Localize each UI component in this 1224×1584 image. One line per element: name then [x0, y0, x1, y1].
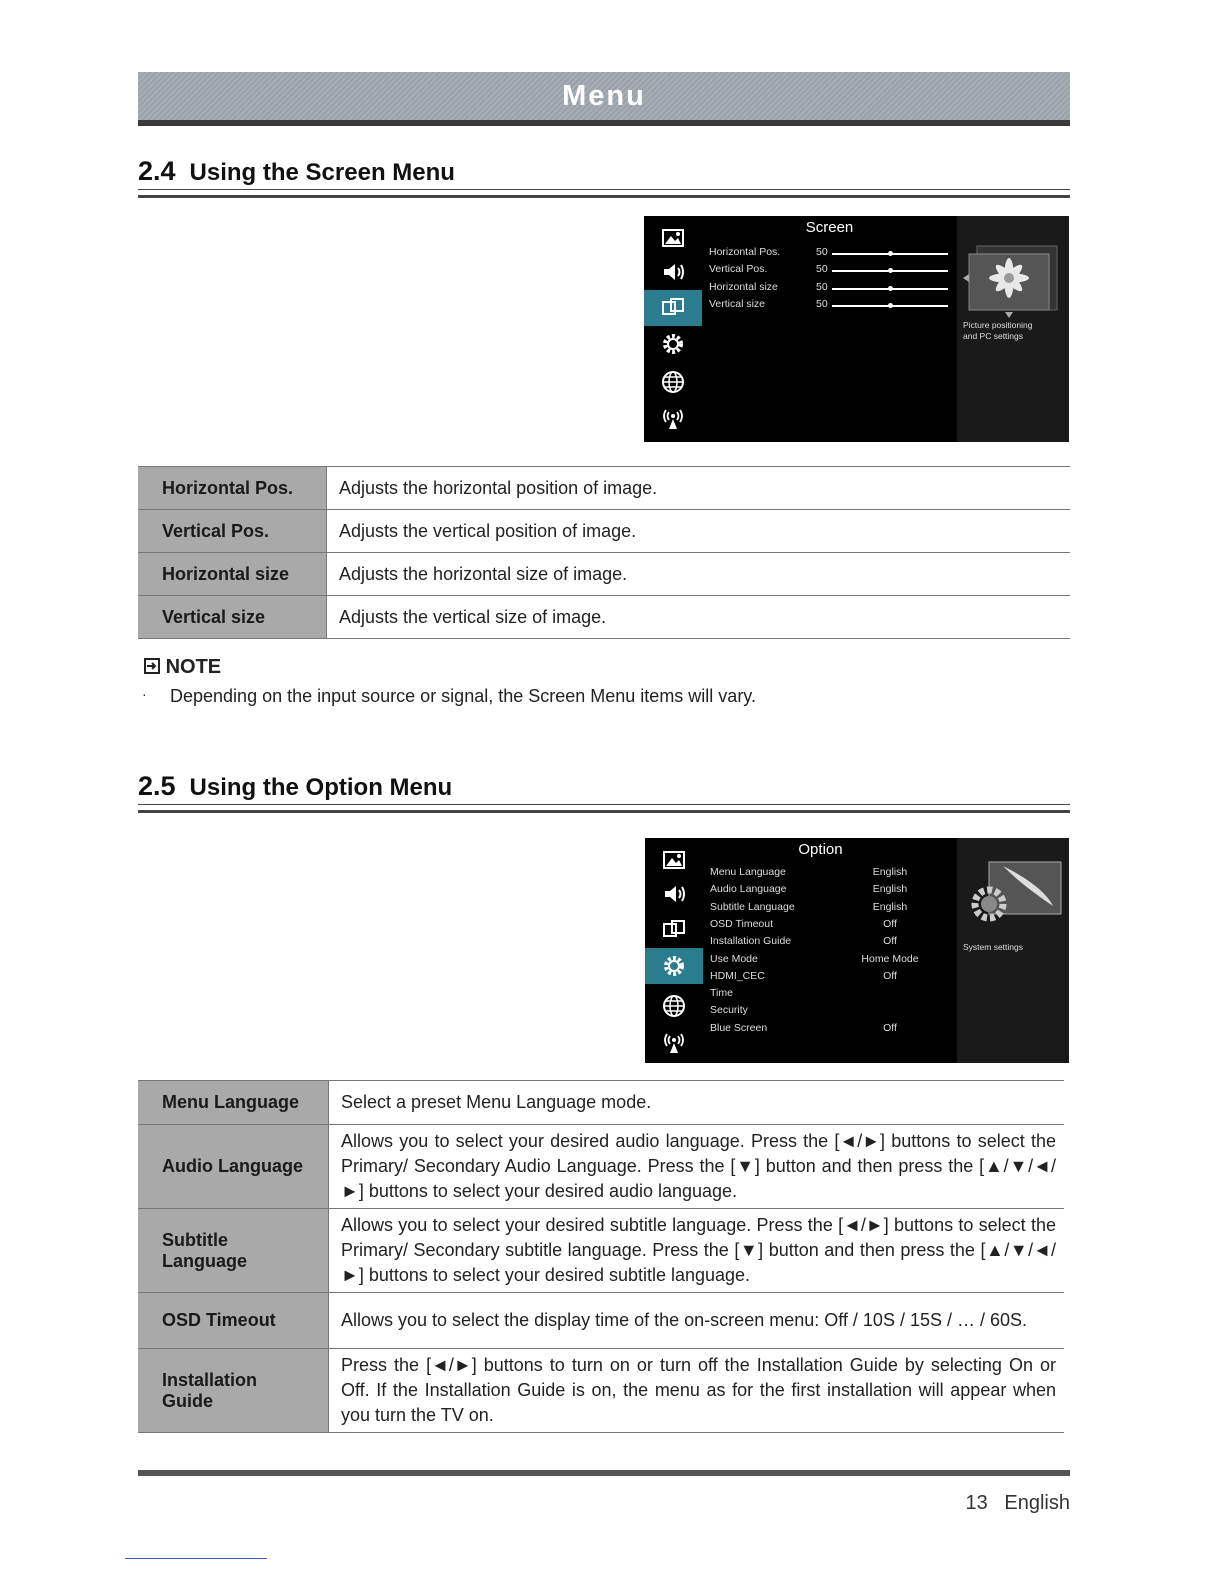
- section-rule: [138, 804, 1070, 813]
- gear-icon: [645, 948, 703, 984]
- antenna-icon: [644, 400, 702, 436]
- row-label: Vertical size: [138, 596, 327, 639]
- section-title-screen: [138, 156, 455, 187]
- globe-icon: [645, 988, 703, 1024]
- page-language: English: [1004, 1492, 1070, 1514]
- note-bullet: ·: [142, 686, 147, 702]
- osd-icon-column: [644, 216, 702, 442]
- table-row: [138, 1209, 1064, 1293]
- row-label: OSD Timeout: [138, 1293, 329, 1349]
- table-row: [138, 1125, 1064, 1209]
- osd-item-value: 50: [816, 263, 828, 276]
- osd-caption-line1: Picture positioning: [963, 320, 1033, 330]
- osd-item-label: HDMI_CEC: [710, 969, 765, 982]
- row-description: Allows you to select your desired audio language. Press the [◄/►] buttons to select the Primary/ Secondary Audio Language. Press the [▼] button and then press the [▲/▼/◄/►] buttons to select your desired audio language.: [329, 1125, 1065, 1209]
- table-row: [138, 1349, 1064, 1433]
- table-row: [138, 510, 1070, 553]
- osd-item-label: Subtitle Language: [710, 900, 795, 913]
- osd-item-label: Vertical Pos.: [709, 263, 768, 276]
- screen-menu-table: [138, 466, 1070, 639]
- osd-title: Screen: [805, 219, 854, 236]
- table-row: [138, 553, 1070, 596]
- antenna-icon: [645, 1024, 703, 1060]
- banner-title: Menu: [562, 80, 646, 112]
- note-heading: [144, 656, 221, 679]
- osd-item-value: English: [872, 883, 908, 896]
- decorative-line: [125, 1558, 267, 1559]
- screen-icon: [645, 912, 703, 948]
- sound-icon: [645, 876, 703, 912]
- osd-caption-line2: and PC settings: [963, 331, 1024, 341]
- osd-slider-knob: [888, 303, 893, 308]
- osd-item-value: Home Mode: [861, 952, 919, 965]
- screen-icon: [644, 290, 702, 326]
- row-label-line: Subtitle: [162, 1229, 228, 1250]
- section-title-option: [138, 771, 452, 802]
- gear-icon: [644, 326, 702, 362]
- osd-caption: [963, 320, 1032, 342]
- osd-item-label: Blue Screen: [710, 1021, 768, 1034]
- footer-rule: [138, 1470, 1070, 1476]
- osd-item-value: English: [872, 866, 908, 878]
- osd-item-label: Use Mode: [710, 952, 758, 965]
- row-description: Adjusts the vertical size of image.: [327, 596, 1071, 639]
- table-row: [138, 1293, 1064, 1349]
- screen-osd-panel: [644, 216, 1069, 442]
- osd-preview-panel: [957, 216, 1069, 442]
- page-footer: [965, 1492, 1070, 1515]
- section-title-text: Using the Option Menu: [189, 774, 453, 801]
- row-description: Allows you to select the display time of the on-screen menu: Off / 10S / 15S / … / 60S.: [329, 1293, 1065, 1349]
- osd-item-value: Off: [883, 917, 897, 930]
- sound-icon: [644, 254, 702, 290]
- picture-icon: [645, 842, 703, 878]
- section-number: 2.4: [138, 156, 176, 186]
- picture-icon: [644, 220, 702, 256]
- osd-item-value: 50: [816, 280, 828, 293]
- menu-banner: [138, 72, 1070, 126]
- osd-item-value: 50: [816, 297, 828, 310]
- row-label: [138, 1209, 329, 1293]
- option-menu-table: [138, 1080, 1064, 1433]
- osd-slider-knob: [888, 251, 893, 256]
- section-number: 2.5: [138, 771, 176, 801]
- option-osd-panel: [645, 838, 1069, 1063]
- note-text: Depending on the input source or signal, the Screen Menu items will vary.: [170, 686, 756, 706]
- osd-slider-knob: [888, 286, 893, 291]
- osd-caption: System settings: [963, 942, 1023, 952]
- osd-item-label: Horizontal Pos.: [709, 246, 781, 258]
- row-label: Menu Language: [138, 1081, 329, 1125]
- row-label-line: Language: [162, 1250, 248, 1271]
- osd-item-value: Off: [883, 935, 897, 948]
- row-label-line: Guide: [162, 1390, 214, 1411]
- osd-item-label: Installation Guide: [710, 935, 792, 948]
- osd-item-value: Off: [883, 1021, 897, 1034]
- osd-item-label: Horizontal size: [709, 280, 778, 293]
- row-label: Horizontal Pos.: [138, 467, 327, 510]
- osd-slider-knob: [888, 268, 893, 273]
- row-label: Vertical Pos.: [138, 510, 327, 553]
- osd-item-label: Vertical size: [709, 297, 766, 310]
- osd-item-label: Menu Language: [710, 866, 786, 878]
- system-settings-image: [963, 856, 1063, 936]
- row-description: Select a preset Menu Language mode.: [329, 1081, 1065, 1125]
- table-row: [138, 596, 1070, 639]
- osd-item-label: OSD Timeout: [710, 917, 774, 930]
- osd-item-label: Security: [710, 1004, 748, 1017]
- section-rule: [138, 189, 1070, 198]
- osd-item-value: Off: [883, 969, 897, 982]
- osd-icon-column: [645, 838, 703, 1063]
- table-row: [138, 1081, 1064, 1125]
- globe-icon: [644, 364, 702, 400]
- page-number: 13: [965, 1492, 988, 1514]
- osd-preview-panel: [957, 838, 1069, 1063]
- osd-item-value: English: [872, 900, 908, 913]
- osd-title: Option: [798, 841, 843, 858]
- row-description: Adjusts the horizontal position of image.: [327, 467, 1071, 510]
- row-label-line: Installation: [162, 1369, 258, 1390]
- osd-item-value: 50: [816, 246, 828, 258]
- osd-item-label: Audio Language: [710, 883, 787, 896]
- flower-preview-image: [963, 238, 1063, 318]
- row-description: Adjusts the vertical position of image.: [327, 510, 1071, 553]
- row-description: Allows you to select your desired subtitle language. Press the [◄/►] buttons to select the Primary/ Secondary subtitle language. Press the [▼] button and then press the [▲/▼/◄/►] buttons to select your desired subtitle language.: [329, 1209, 1065, 1293]
- row-label: Horizontal size: [138, 553, 327, 596]
- row-label: Audio Language: [138, 1125, 329, 1209]
- table-row: [138, 467, 1070, 510]
- row-label: [138, 1349, 329, 1433]
- osd-item-label: Time: [710, 987, 733, 1000]
- note-label: NOTE: [165, 656, 222, 678]
- note-icon: [144, 658, 160, 674]
- row-description: Adjusts the horizontal size of image.: [327, 553, 1071, 596]
- row-description: Press the [◄/►] buttons to turn on or turn off the Installation Guide by selecting On or Off. If the Installation Guide is on, the menu as for the first installation will appear when you turn the TV on.: [329, 1349, 1065, 1433]
- section-title-text: Using the Screen Menu: [189, 159, 455, 186]
